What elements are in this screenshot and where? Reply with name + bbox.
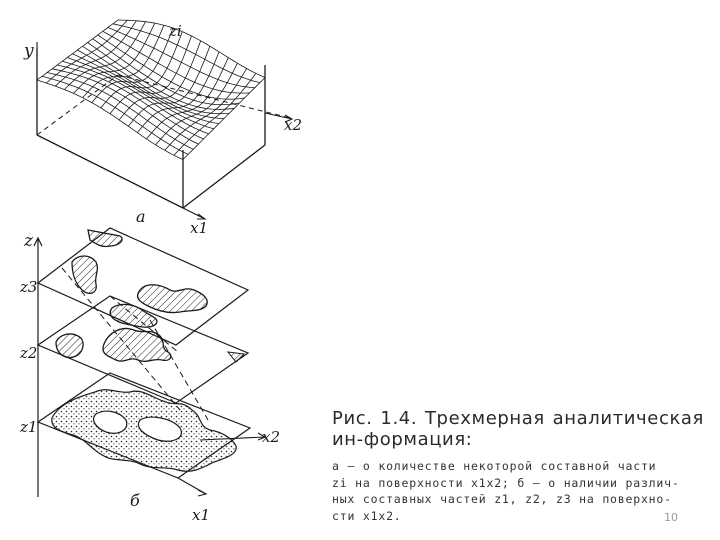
panel-a-axis-x2: x2 xyxy=(284,116,303,134)
hatched-region-z2-center xyxy=(103,329,171,362)
panel-b-axis-z: z xyxy=(24,231,33,251)
hatched-region-z3-right xyxy=(138,285,208,313)
panel-b-level-z3: z3 xyxy=(20,278,38,296)
mesh-line xyxy=(183,78,265,160)
panel-b-level-z1: z1 xyxy=(20,418,38,436)
mesh-line xyxy=(103,31,250,93)
panel-b-axis-x1: x1 xyxy=(192,506,211,524)
figure-caption xyxy=(332,408,704,524)
panel-b-layers-plot xyxy=(19,228,280,524)
panel-a-surface-plot xyxy=(23,20,302,237)
panel-a-letter: а xyxy=(136,207,146,226)
panel-b-axis-x2: x2 xyxy=(262,428,281,446)
page-number: 10 xyxy=(664,511,678,524)
hatched-region-z2-left xyxy=(56,334,83,357)
panel-a-surface-label: zi xyxy=(169,22,182,40)
plane-z3 xyxy=(38,228,248,345)
caption-body xyxy=(332,458,704,524)
caption-line: ных составных частей z1, z2, z3 на поверхно- xyxy=(332,492,672,506)
mesh-line xyxy=(72,54,219,124)
panel-a-axis-x1: x1 xyxy=(190,219,209,237)
mesh-line xyxy=(118,20,265,78)
mesh-line xyxy=(78,50,225,119)
caption-title: Рис. 1.4. Трехмерная аналитическая ин-формация: xyxy=(332,408,704,450)
caption-line: сти x1x2. xyxy=(332,508,402,523)
mesh-line xyxy=(83,25,164,98)
dotted-region-z1 xyxy=(52,390,236,472)
hatched-region-z2-edge xyxy=(228,352,244,362)
panel-b-letter: б xyxy=(130,491,140,510)
mesh-line xyxy=(46,20,127,83)
hatched-region-z3-left xyxy=(72,256,97,293)
panel-b-level-z2: z2 xyxy=(20,344,38,362)
surface-mesh xyxy=(37,20,265,160)
panel-a-axis-y: y xyxy=(24,41,34,61)
caption-line: а — о количестве некоторой составной части xyxy=(332,459,657,473)
caption-line: zi на поверхности x1x2; б — о наличии различ- xyxy=(332,475,680,490)
plane-z1 xyxy=(38,373,250,478)
